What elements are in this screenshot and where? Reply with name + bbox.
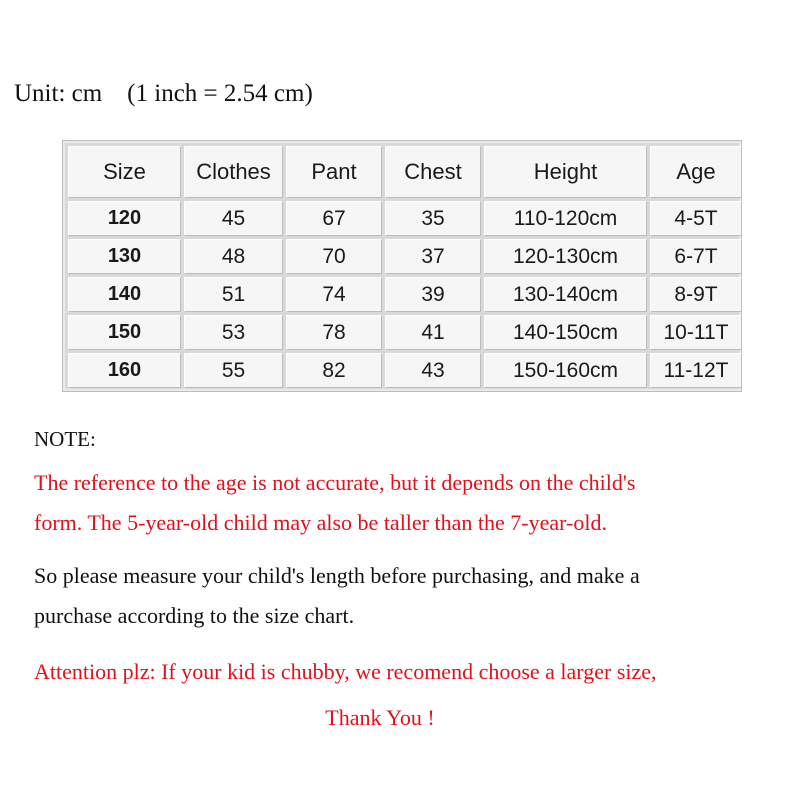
age-accuracy-note-line-2: form. The 5-year-old child may also be taller than the 7-year-old. [34,510,607,535]
cell-clothes: 48 [184,239,283,274]
cell-pant: 70 [286,239,382,274]
cell-height: 110-120cm [484,201,647,236]
size-chart-table-frame [62,140,742,392]
cell-size: 140 [68,277,181,312]
cell-pant: 82 [286,353,382,388]
cell-height: 150-160cm [484,353,647,388]
table-row [68,353,742,388]
table-row [68,315,742,350]
cell-pant: 78 [286,315,382,350]
cell-clothes: 45 [184,201,283,236]
cell-age: 11-12T [650,353,742,388]
note-title: NOTE: [34,427,96,451]
table-row [68,277,742,312]
cell-size: 150 [68,315,181,350]
table-row [68,239,742,274]
header-pant: Pant [286,146,382,198]
cell-pant: 67 [286,201,382,236]
measure-instruction-line-1: So please measure your child's length before purchasing, and make a [34,563,640,588]
unit-line: Unit: cm (1 inch = 2.54 cm) [14,80,313,107]
header-age: Age [650,146,742,198]
attention-note [34,652,794,692]
measure-instruction-line-2: purchase according to the size chart. [34,603,355,628]
header-height: Height [484,146,647,198]
cell-height: 120-130cm [484,239,647,274]
age-accuracy-note [34,463,784,543]
cell-chest: 39 [385,277,481,312]
header-size: Size [68,146,181,198]
cell-chest: 41 [385,315,481,350]
thank-you-text: Thank You ! [325,705,435,730]
cell-size: 130 [68,239,181,274]
cell-clothes: 53 [184,315,283,350]
cell-clothes: 55 [184,353,283,388]
cell-height: 140-150cm [484,315,647,350]
header-clothes: Clothes [184,146,283,198]
cell-size: 160 [68,353,181,388]
measure-instruction [34,556,784,636]
cell-age: 8-9T [650,277,742,312]
cell-age: 10-11T [650,315,742,350]
cell-chest: 43 [385,353,481,388]
cell-pant: 74 [286,277,382,312]
header-chest: Chest [385,146,481,198]
cell-chest: 35 [385,201,481,236]
cell-age: 4-5T [650,201,742,236]
cell-age: 6-7T [650,239,742,274]
age-accuracy-note-line-1: The reference to the age is not accurate, but it depends on the child's [34,470,636,495]
cell-size: 120 [68,201,181,236]
cell-chest: 37 [385,239,481,274]
cell-height: 130-140cm [484,277,647,312]
table-row [68,201,742,236]
size-chart-table [65,143,745,391]
attention-note-line: Attention plz: If your kid is chubby, we recomend choose a larger size, [34,659,657,684]
cell-clothes: 51 [184,277,283,312]
table-header-row [68,146,742,198]
